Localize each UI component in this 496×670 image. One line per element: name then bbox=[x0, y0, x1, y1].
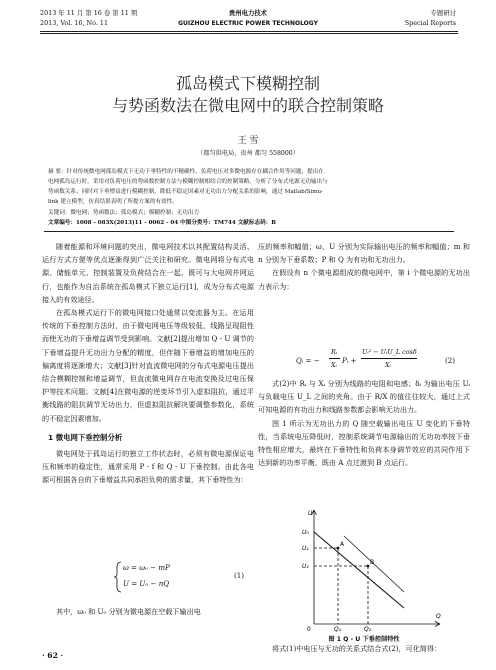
right-paragraph-1: 压的频率和幅值；ω、U 分别为实际输出电压的频率和幅值；m 和 n 分别为下垂系数；P 和 Q 为有功和无功出力。 bbox=[258, 242, 470, 265]
keywords-line: 关键词：微电网；势函数法；孤岛模式；模糊控制；无功出力 bbox=[48, 210, 200, 216]
volume-line: 2013, Vol. 16, No. 11 bbox=[40, 19, 109, 27]
point-a-marker bbox=[337, 547, 340, 550]
left-column-tail bbox=[42, 605, 254, 618]
q2-label: Q₂ bbox=[364, 626, 372, 632]
figure-1-diagram bbox=[300, 506, 450, 632]
fraction-bar bbox=[329, 358, 340, 359]
column-name-en: Special Reports bbox=[404, 19, 456, 27]
equation-2-mid: Pᵢ + bbox=[342, 356, 357, 365]
fraction-bar bbox=[361, 358, 417, 359]
header-rule bbox=[40, 31, 458, 32]
right-column-mid bbox=[258, 377, 470, 469]
issue-date-line: 2013 年 11 月 第 16 卷 第 11 期 bbox=[40, 9, 138, 17]
left-paragraph-1: 随着能源和环境问题的突出，微电网技术以其配置结构灵活、运行方式方便等优点逐渐得到广泛关注和研究。微电网将分布式电源、储能单元、控制装置及负荷结合在一起，既可与大电网并网运行，也能作为自治系统在孤岛模式下独立运行[1]，成为分布式电源接入的有效途径。 bbox=[42, 242, 254, 304]
right-column bbox=[258, 240, 470, 293]
u0-label: U₀ bbox=[302, 529, 309, 536]
article-title-line1: 孤岛模式下模糊控制 bbox=[175, 74, 320, 93]
left-paragraph-3: 微电网处于孤岛运行的独立工作状态时，必须有微电源保证电压和频率的稳定性，通常采用 P - f 和 Q - U 下垂控制。由此各电源可根据各自的下垂增益共同承担负荷的需求量，其下垂特性为： bbox=[42, 449, 254, 485]
header-rule-thin bbox=[40, 33, 458, 34]
y-axis-label: U bbox=[308, 510, 313, 517]
right-paragraph-3: 式(2)中 Rᵢ 与 Xᵢ 分别为线路的电阻和电感；δᵢ 为输出电压 Uᵢ 与负载电压 U_L 之间的夹角。由于 R/X 的值往往较大，通过上式可知电源的有功出力和线路参数都会影响无功出力。 bbox=[258, 379, 470, 415]
u2-label: U₂ bbox=[302, 563, 309, 570]
author-name: 王 雪 bbox=[237, 136, 259, 146]
point-a-label: A bbox=[340, 541, 345, 548]
column-name-cn: 专题研讨 bbox=[430, 9, 456, 17]
abstract-line: link 建立模型，仿真结果表明了所提方案的有效性。 bbox=[48, 199, 178, 205]
equation-1-line-a: ω = ω₀ − mP bbox=[123, 563, 170, 572]
x-axis-label: Q bbox=[436, 613, 441, 620]
article-id-line: 文章编号：1008 - 083X(2013)11 - 0062 - 04 中图分类号：TM744 文献标志码：B bbox=[48, 220, 276, 226]
article-title-line2: 与势函数法在微电网中的联合控制策略 bbox=[111, 96, 384, 115]
equation-brace bbox=[114, 561, 122, 593]
equation-2-frac1-den: Xᵢ bbox=[331, 361, 337, 369]
author-affiliation: （都匀供电局，贵州 都匀 558000） bbox=[197, 150, 299, 157]
equation-2-frac2-den: Xᵢ bbox=[385, 361, 391, 369]
u1-label: U₁ bbox=[302, 545, 309, 552]
abstract-line: 电网孤岛运行时，采用对负荷电压的势函数控制方法与模糊控制相结合的控制策略。分析了分布式电源无功输出与 bbox=[48, 179, 328, 185]
abstract-line: 摘 要：针对传统微电网孤岛模式下无功下垂特性的不精确性、负荷电压对多微电源存在耦合作用等问题，提出在 bbox=[48, 169, 324, 175]
equation-2-frac1-num: Rᵢ bbox=[331, 348, 338, 356]
left-paragraph-2: 在孤岛模式运行下的微电网接口处通常以变流器为主。在运用传统的下垂控制方法时，由于微电网电压等级较低，线路呈现阻性而使无功的下垂增益调节受到影响。文献[2]提出增加 Q - U 调节的下垂增益提升无功出力分配的精度，但伴随下垂增益的增加电压的偏离度将逐渐增大；文献[3]针对直流微电网的分布式电源电压提出结合模糊控制和增益调节，但直流微电网存在电流变换及过电压保护等技术问题；文献[4]在微电源的逆变环节引入虚拟阻抗，通过平衡线路的阻抗调节无功出力，但虚拟阻抗解决要调整参数化，系统的不稳定因素增加。 bbox=[42, 308, 254, 423]
page-number: · 62 · bbox=[42, 651, 64, 660]
origin-label: 0 bbox=[307, 626, 311, 632]
left-column bbox=[42, 240, 254, 487]
equation-1-line-b: U = U₀ − nQ bbox=[123, 579, 170, 588]
journal-name-en: GUIZHOU ELECTRIC POWER TECHNOLOGY bbox=[178, 20, 318, 27]
abstract-line: 势函数关系；同时对下垂增益进行模糊控制，降低不稳定因素对无功出力分配关系的影响。通过 Matlab/Simu- bbox=[48, 189, 324, 195]
section-heading-1: 1 微电网下垂控制分析 bbox=[48, 432, 123, 442]
right-paragraph-4: 图 1 所示为无功出力的 Q 随空载输出电压 U 变化的下垂特性，当系统电压降低时，控制系统调节电源输出的无功功率按下垂特性相应增大，最终在下垂特性和负荷本身调节效应的共同作用下达到新的功率平衡，既由 A 点过渡到 B 点运行。 bbox=[258, 418, 470, 468]
equation-1-number: (1) bbox=[234, 571, 245, 580]
equation-2-frac2-num: Uᵢ² − UᵢU_L cosδ bbox=[362, 348, 417, 356]
equation-2-lhs: Qᵢ = − bbox=[296, 356, 320, 365]
equation-2-number: (2) bbox=[445, 356, 456, 365]
journal-name-cn: 贵州电力技术 bbox=[228, 9, 268, 17]
left-paragraph-4: 其中，ω₀ 和 U₀ 分别为微电源在空载下输出电 bbox=[56, 607, 201, 616]
right-paragraph-5: 将式(1)中电压与无功的关系式结合式(2)，可化简得： bbox=[272, 644, 442, 653]
droop-line bbox=[314, 532, 404, 608]
point-b-label: B bbox=[370, 559, 375, 566]
figure-1-caption: 图 1 Q - U 下垂控制特性 bbox=[328, 636, 400, 643]
point-b-marker bbox=[367, 565, 370, 568]
q1-label: Q₁ bbox=[334, 626, 342, 632]
right-column-tail bbox=[258, 642, 470, 655]
right-paragraph-2: 在假设有 n 个微电源组成的微电网中，第 i 个微电源的无功出力表示为： bbox=[258, 268, 470, 291]
abstract-rule bbox=[44, 231, 454, 232]
